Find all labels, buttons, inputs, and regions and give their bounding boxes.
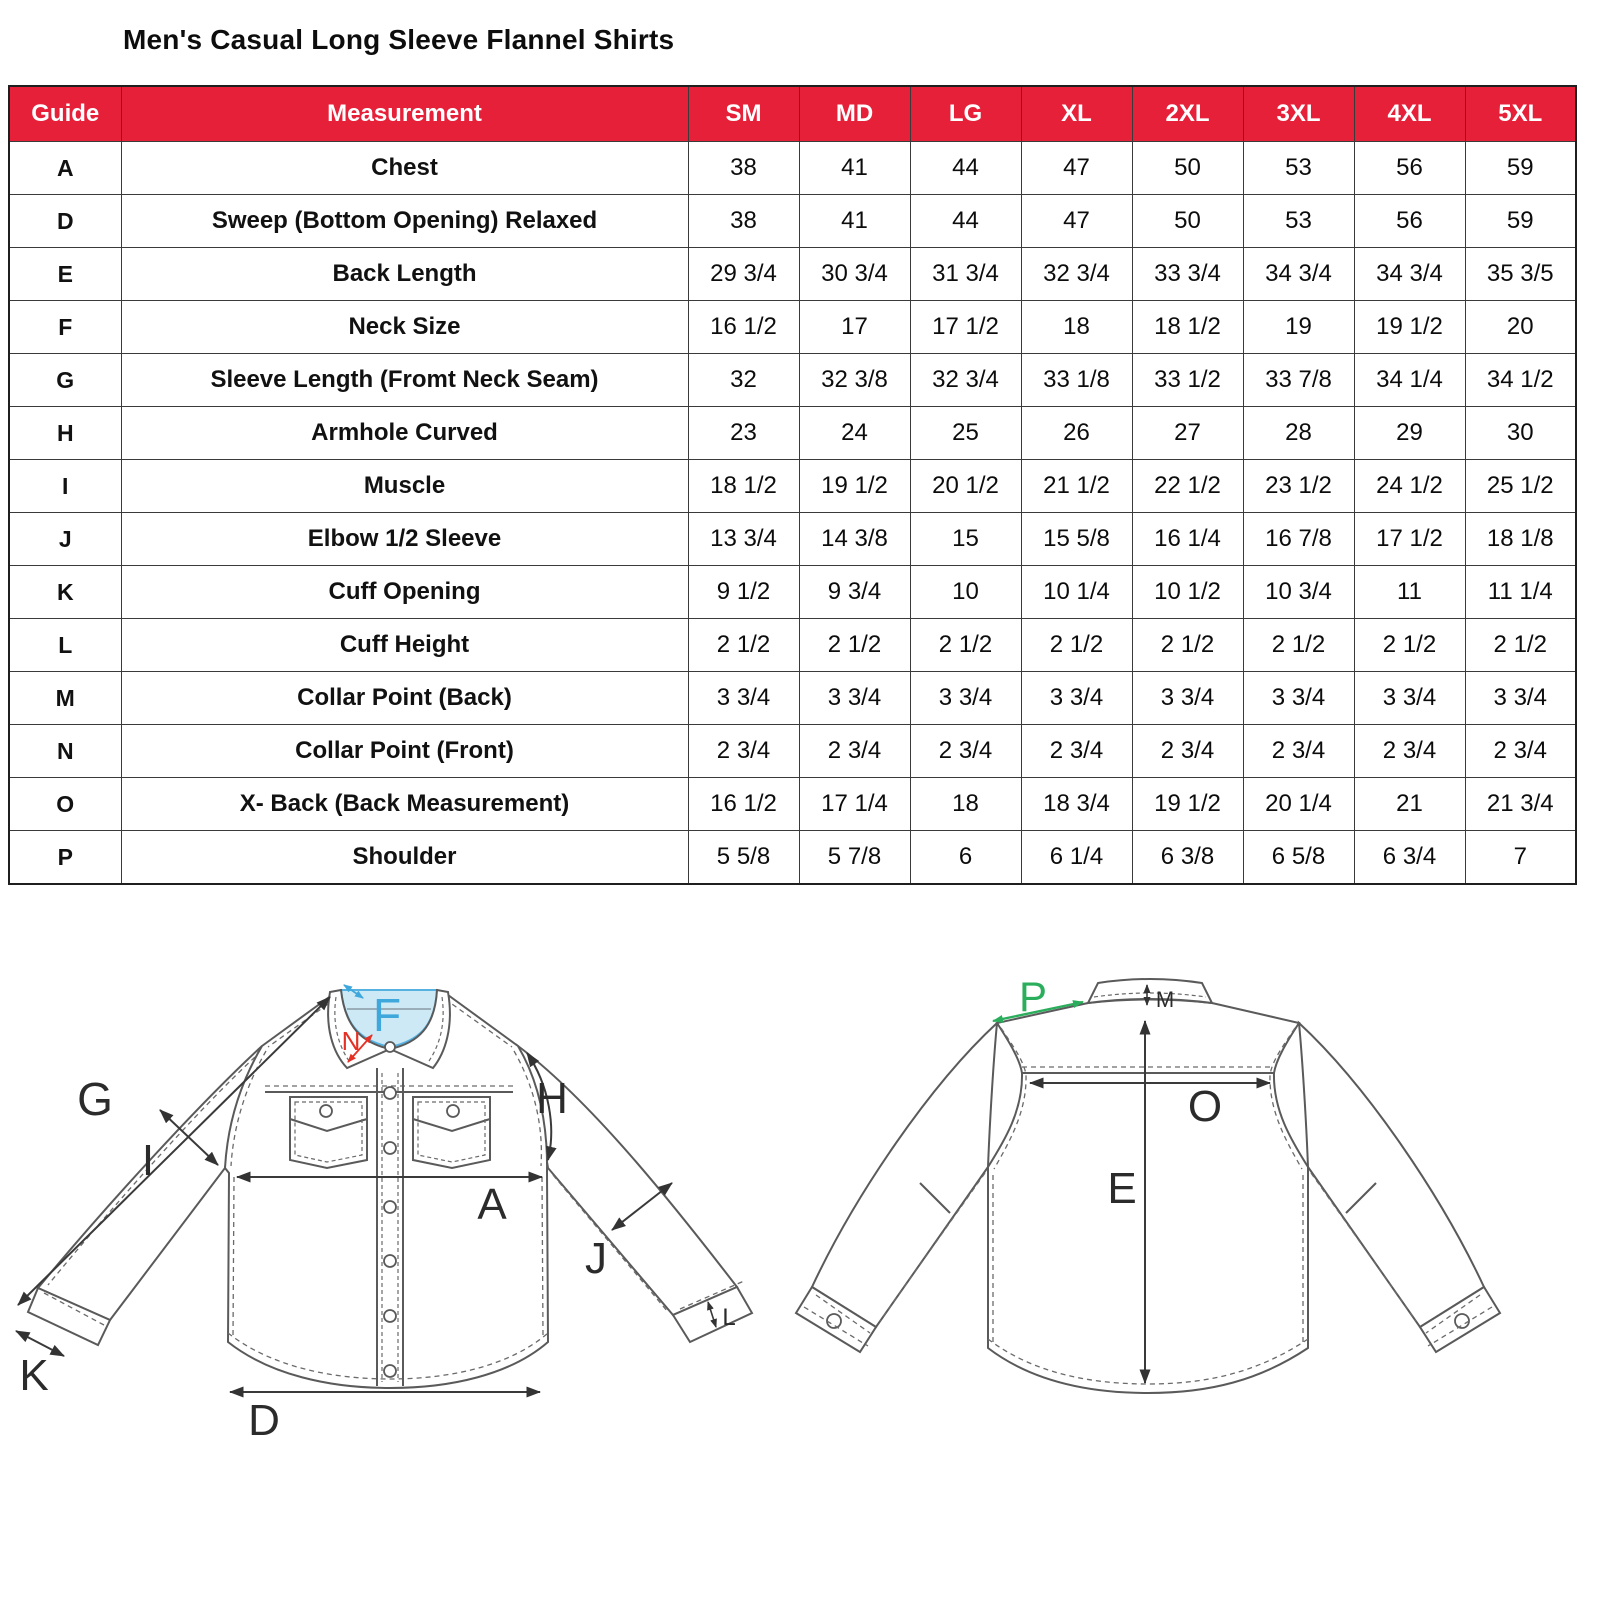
value-cell: 16 1/2 xyxy=(688,778,799,831)
value-cell: 20 xyxy=(1465,301,1576,354)
measurement-cell: Chest xyxy=(121,142,688,195)
value-cell: 34 3/4 xyxy=(1354,248,1465,301)
collar-button-icon xyxy=(385,1042,395,1052)
value-cell: 14 3/8 xyxy=(799,513,910,566)
value-cell: 17 1/2 xyxy=(1354,513,1465,566)
value-cell: 3 3/4 xyxy=(799,672,910,725)
pocket-button-icon xyxy=(320,1105,332,1117)
value-cell: 2 1/2 xyxy=(1132,619,1243,672)
measurement-cell: Muscle xyxy=(121,460,688,513)
value-cell: 19 1/2 xyxy=(799,460,910,513)
value-cell: 16 1/4 xyxy=(1132,513,1243,566)
value-cell: 18 xyxy=(910,778,1021,831)
value-cell: 24 xyxy=(799,407,910,460)
back-body-outline xyxy=(988,1000,1308,1394)
front-left-sleeve xyxy=(28,1046,262,1345)
value-cell: 26 xyxy=(1021,407,1132,460)
value-cell: 2 1/2 xyxy=(1021,619,1132,672)
value-cell: 2 3/4 xyxy=(688,725,799,778)
table-row xyxy=(9,301,1576,354)
value-cell: 19 1/2 xyxy=(1132,778,1243,831)
measurement-cell: X- Back (Back Measurement) xyxy=(121,778,688,831)
header-row xyxy=(9,86,1576,142)
size-chart-table xyxy=(8,85,1577,885)
header-cell-size: 4XL xyxy=(1354,86,1465,142)
value-cell: 3 3/4 xyxy=(1021,672,1132,725)
header-cell-guide: Guide xyxy=(9,86,121,142)
table-row xyxy=(9,195,1576,248)
front-label-i: I xyxy=(141,1136,155,1185)
value-cell: 11 xyxy=(1354,566,1465,619)
table-row xyxy=(9,513,1576,566)
cuff-button-icon xyxy=(1455,1314,1469,1328)
guide-cell: A xyxy=(9,142,121,195)
guide-cell: O xyxy=(9,778,121,831)
value-cell: 31 3/4 xyxy=(910,248,1021,301)
value-cell: 28 xyxy=(1243,407,1354,460)
front-label-l: L xyxy=(722,1304,736,1331)
back-label-e: E xyxy=(1107,1164,1137,1213)
table-row xyxy=(9,619,1576,672)
value-cell: 32 3/4 xyxy=(1021,248,1132,301)
back-collar xyxy=(1088,979,1212,1003)
value-cell: 2 1/2 xyxy=(910,619,1021,672)
guide-cell: I xyxy=(9,460,121,513)
value-cell: 23 xyxy=(688,407,799,460)
value-cell: 2 3/4 xyxy=(910,725,1021,778)
front-label-a: A xyxy=(477,1180,507,1229)
measurement-cell: Back Length xyxy=(121,248,688,301)
value-cell: 9 3/4 xyxy=(799,566,910,619)
value-cell: 2 3/4 xyxy=(1021,725,1132,778)
back-label-m: M xyxy=(1155,987,1175,1012)
value-cell: 56 xyxy=(1354,195,1465,248)
value-cell: 17 1/2 xyxy=(910,301,1021,354)
value-cell: 27 xyxy=(1132,407,1243,460)
value-cell: 5 7/8 xyxy=(799,831,910,885)
value-cell: 3 3/4 xyxy=(1465,672,1576,725)
cuff-button-icon xyxy=(827,1314,841,1328)
value-cell: 35 3/5 xyxy=(1465,248,1576,301)
value-cell: 3 3/4 xyxy=(910,672,1021,725)
value-cell: 29 3/4 xyxy=(688,248,799,301)
measurement-cell: Sweep (Bottom Opening) Relaxed xyxy=(121,195,688,248)
value-cell: 47 xyxy=(1021,195,1132,248)
value-cell: 21 xyxy=(1354,778,1465,831)
measurement-cell: Cuff Height xyxy=(121,619,688,672)
value-cell: 25 xyxy=(910,407,1021,460)
guide-cell: K xyxy=(9,566,121,619)
value-cell: 2 1/2 xyxy=(799,619,910,672)
front-label-k: K xyxy=(19,1351,49,1400)
value-cell: 32 3/4 xyxy=(910,354,1021,407)
guide-cell: N xyxy=(9,725,121,778)
value-cell: 18 1/2 xyxy=(688,460,799,513)
value-cell: 50 xyxy=(1132,195,1243,248)
value-cell: 6 xyxy=(910,831,1021,885)
value-cell: 53 xyxy=(1243,142,1354,195)
value-cell: 33 3/4 xyxy=(1132,248,1243,301)
value-cell: 11 1/4 xyxy=(1465,566,1576,619)
value-cell: 30 xyxy=(1465,407,1576,460)
value-cell: 10 1/2 xyxy=(1132,566,1243,619)
back-label-p: P xyxy=(1018,973,1048,1020)
value-cell: 6 1/4 xyxy=(1021,831,1132,885)
value-cell: 16 7/8 xyxy=(1243,513,1354,566)
value-cell: 23 1/2 xyxy=(1243,460,1354,513)
value-cell: 18 1/2 xyxy=(1132,301,1243,354)
value-cell: 16 1/2 xyxy=(688,301,799,354)
guide-cell: E xyxy=(9,248,121,301)
shirt-button-icon xyxy=(384,1310,396,1322)
value-cell: 2 1/2 xyxy=(688,619,799,672)
table-row xyxy=(9,672,1576,725)
shirt-button-icon xyxy=(384,1365,396,1377)
value-cell: 2 1/2 xyxy=(1354,619,1465,672)
table-row xyxy=(9,460,1576,513)
measurement-cell: Sleeve Length (Fromt Neck Seam) xyxy=(121,354,688,407)
guide-cell: P xyxy=(9,831,121,885)
value-cell: 2 1/2 xyxy=(1243,619,1354,672)
value-cell: 20 1/4 xyxy=(1243,778,1354,831)
value-cell: 53 xyxy=(1243,195,1354,248)
value-cell: 3 3/4 xyxy=(1354,672,1465,725)
value-cell: 41 xyxy=(799,142,910,195)
value-cell: 30 3/4 xyxy=(799,248,910,301)
front-label-h: H xyxy=(536,1074,568,1123)
value-cell: 33 1/2 xyxy=(1132,354,1243,407)
value-cell: 59 xyxy=(1465,142,1576,195)
value-cell: 2 3/4 xyxy=(1465,725,1576,778)
value-cell: 38 xyxy=(688,142,799,195)
guide-cell: D xyxy=(9,195,121,248)
value-cell: 10 xyxy=(910,566,1021,619)
front-right-pocket xyxy=(413,1097,490,1168)
value-cell: 19 xyxy=(1243,301,1354,354)
value-cell: 17 1/4 xyxy=(799,778,910,831)
measurement-cell: Neck Size xyxy=(121,301,688,354)
value-cell: 22 1/2 xyxy=(1132,460,1243,513)
guide-cell: G xyxy=(9,354,121,407)
value-cell: 33 1/8 xyxy=(1021,354,1132,407)
front-left-pocket xyxy=(290,1097,367,1168)
table-row xyxy=(9,248,1576,301)
back-label-o: O xyxy=(1187,1082,1223,1131)
page-title: Men's Casual Long Sleeve Flannel Shirts xyxy=(123,24,675,55)
value-cell: 6 5/8 xyxy=(1243,831,1354,885)
guide-cell: F xyxy=(9,301,121,354)
value-cell: 5 5/8 xyxy=(688,831,799,885)
shirt-button-icon xyxy=(384,1201,396,1213)
header-cell-size: SM xyxy=(688,86,799,142)
value-cell: 2 3/4 xyxy=(799,725,910,778)
value-cell: 19 1/2 xyxy=(1354,301,1465,354)
measurement-cell: Cuff Opening xyxy=(121,566,688,619)
table-row xyxy=(9,354,1576,407)
value-cell: 6 3/4 xyxy=(1354,831,1465,885)
table-row xyxy=(9,831,1576,885)
value-cell: 3 3/4 xyxy=(688,672,799,725)
value-cell: 3 3/4 xyxy=(1132,672,1243,725)
header-cell-size: 3XL xyxy=(1243,86,1354,142)
value-cell: 2 1/2 xyxy=(1465,619,1576,672)
measurement-cell: Armhole Curved xyxy=(121,407,688,460)
value-cell: 32 xyxy=(688,354,799,407)
value-cell: 2 3/4 xyxy=(1243,725,1354,778)
front-label-f: F xyxy=(372,989,402,1041)
value-cell: 13 3/4 xyxy=(688,513,799,566)
value-cell: 15 xyxy=(910,513,1021,566)
value-cell: 21 3/4 xyxy=(1465,778,1576,831)
table-row xyxy=(9,142,1576,195)
table-row xyxy=(9,778,1576,831)
value-cell: 56 xyxy=(1354,142,1465,195)
value-cell: 41 xyxy=(799,195,910,248)
front-label-j: J xyxy=(585,1234,607,1283)
table-row xyxy=(9,407,1576,460)
shirt-button-icon xyxy=(384,1087,396,1099)
guide-cell: M xyxy=(9,672,121,725)
measurement-cell: Shoulder xyxy=(121,831,688,885)
measurement-cell: Collar Point (Back) xyxy=(121,672,688,725)
guide-cell: H xyxy=(9,407,121,460)
value-cell: 7 xyxy=(1465,831,1576,885)
value-cell: 15 5/8 xyxy=(1021,513,1132,566)
guide-cell: L xyxy=(9,619,121,672)
header-cell-measurement: Measurement xyxy=(121,86,688,142)
value-cell: 47 xyxy=(1021,142,1132,195)
size-table-body xyxy=(9,142,1576,885)
value-cell: 18 3/4 xyxy=(1021,778,1132,831)
shirt-button-icon xyxy=(384,1142,396,1154)
measurement-cell: Collar Point (Front) xyxy=(121,725,688,778)
value-cell: 32 3/8 xyxy=(799,354,910,407)
table-row xyxy=(9,566,1576,619)
value-cell: 44 xyxy=(910,195,1021,248)
header-cell-size: 2XL xyxy=(1132,86,1243,142)
header-cell-size: 5XL xyxy=(1465,86,1576,142)
value-cell: 33 7/8 xyxy=(1243,354,1354,407)
value-cell: 18 1/8 xyxy=(1465,513,1576,566)
value-cell: 34 1/4 xyxy=(1354,354,1465,407)
front-label-g: G xyxy=(77,1073,113,1125)
value-cell: 17 xyxy=(799,301,910,354)
back-view-diagram xyxy=(780,935,1550,1495)
front-label-d: D xyxy=(248,1396,280,1445)
value-cell: 9 1/2 xyxy=(688,566,799,619)
guide-cell: J xyxy=(9,513,121,566)
front-view-diagram xyxy=(0,935,770,1495)
header-cell-size: MD xyxy=(799,86,910,142)
value-cell: 59 xyxy=(1465,195,1576,248)
value-cell: 50 xyxy=(1132,142,1243,195)
value-cell: 24 1/2 xyxy=(1354,460,1465,513)
value-cell: 20 1/2 xyxy=(910,460,1021,513)
value-cell: 38 xyxy=(688,195,799,248)
header-cell-size: LG xyxy=(910,86,1021,142)
value-cell: 3 3/4 xyxy=(1243,672,1354,725)
table-row xyxy=(9,725,1576,778)
value-cell: 21 1/2 xyxy=(1021,460,1132,513)
value-cell: 34 1/2 xyxy=(1465,354,1576,407)
value-cell: 18 xyxy=(1021,301,1132,354)
value-cell: 44 xyxy=(910,142,1021,195)
value-cell: 2 3/4 xyxy=(1354,725,1465,778)
shirt-button-icon xyxy=(384,1255,396,1267)
value-cell: 10 1/4 xyxy=(1021,566,1132,619)
header-cell-size: XL xyxy=(1021,86,1132,142)
value-cell: 10 3/4 xyxy=(1243,566,1354,619)
measurement-cell: Elbow 1/2 Sleeve xyxy=(121,513,688,566)
front-label-n: N xyxy=(341,1026,361,1056)
value-cell: 29 xyxy=(1354,407,1465,460)
value-cell: 2 3/4 xyxy=(1132,725,1243,778)
pocket-button-icon xyxy=(447,1105,459,1117)
value-cell: 6 3/8 xyxy=(1132,831,1243,885)
value-cell: 25 1/2 xyxy=(1465,460,1576,513)
value-cell: 34 3/4 xyxy=(1243,248,1354,301)
